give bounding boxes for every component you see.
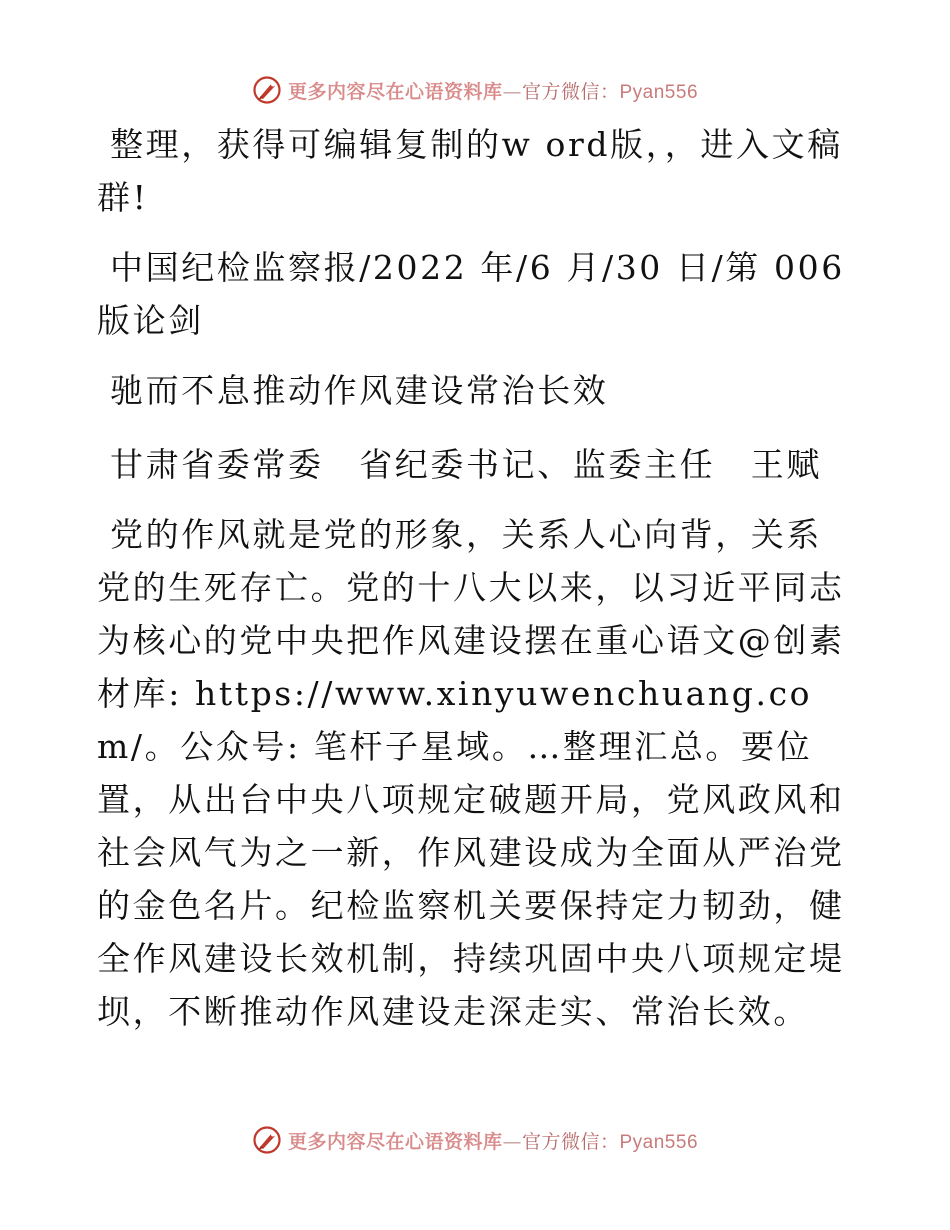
- footer-banner: [0, 1122, 950, 1158]
- source-line: 中国纪检监察报/2022 年/6 月/30 日/第 006 版论剑: [97, 248, 845, 340]
- banner-wechat-id: Pyan556: [619, 1131, 699, 1153]
- banner-dash: —: [502, 80, 522, 103]
- banner-wechat-label: 官方微信：: [521, 80, 620, 103]
- quill-pen-seal-icon: [252, 1125, 282, 1155]
- banner-library-text: 更多内容尽在心语资料库: [287, 1130, 503, 1153]
- document-body: [97, 118, 857, 1038]
- article-title: 驰而不息推动作风建设常治长效: [110, 371, 609, 410]
- body-paragraph: 党的作风就是党的形象，关系人心向背，关系党的生死存亡。党的十八大以来，以习近平同志为核心的党中央把作风建设摆在重心语文@创素材库: https://www.xinyuwenchuang.com/。公众号: 笔杆子星域。…整理汇总。要位置，从出台中央八项规定破题开局，党风政风和社会风气为之一新，作风建设成为全面从严治党的金色名片。纪检监察机关要保持定力韧劲，健全作风建设长效机制，持续巩固中央八项规定堤坝，不断推动作风建设走深走实、常治长效。: [97, 515, 845, 1031]
- quill-pen-seal-icon: [252, 75, 282, 105]
- header-banner: [0, 72, 950, 108]
- banner-library-text: 更多内容尽在心语资料库: [287, 80, 503, 103]
- banner-wechat-label: 官方微信：: [521, 1130, 620, 1153]
- banner-wechat-id: Pyan556: [619, 81, 699, 103]
- author-line: 甘肃省委常委 省纪委书记、监委主任 王赋: [110, 445, 822, 484]
- intro-line: 整理，获得可编辑复制的w ord版，，进入文稿群!: [97, 125, 843, 217]
- banner-dash: —: [502, 1130, 522, 1153]
